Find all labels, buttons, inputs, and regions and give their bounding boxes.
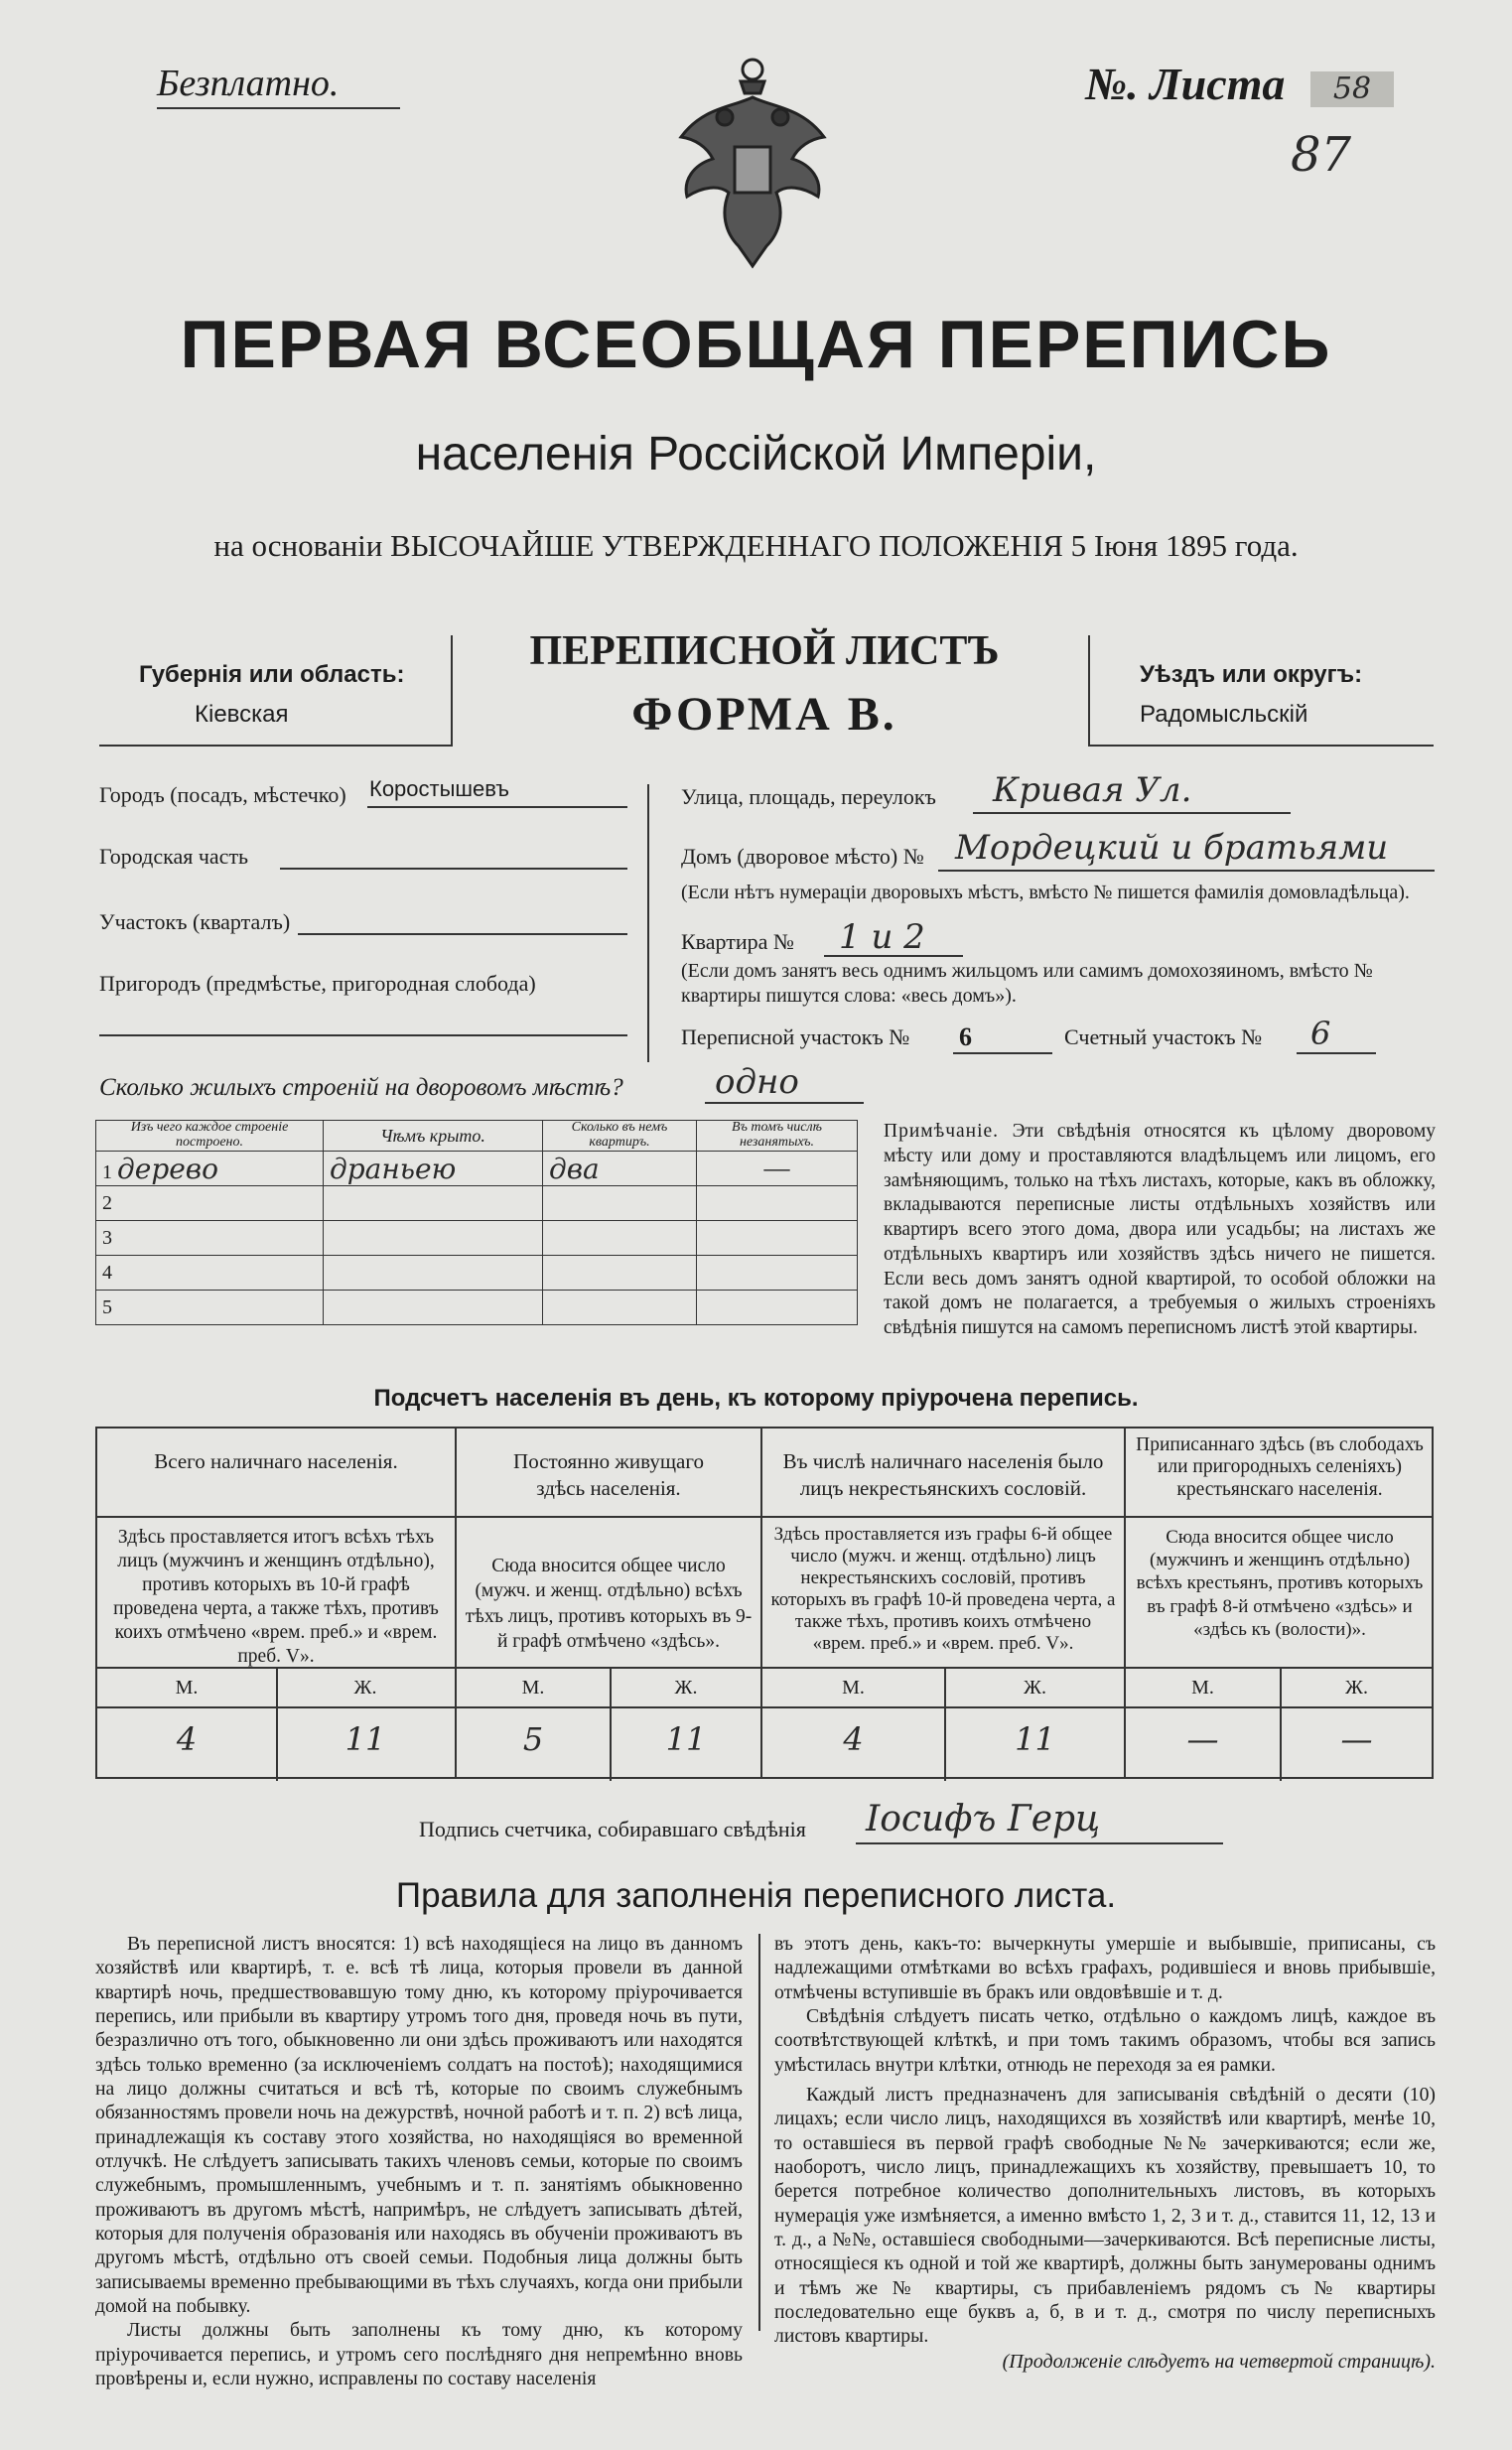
- free-label: Безплатно.: [157, 63, 340, 104]
- col-desc: Здѣсь проставляется изъ графы 6-й общее число (мужч. и женщ. отдѣльно) лицъ некрестьянскихъ сословій, противъ которыхъ въ графѣ 10-й проведена черта, а также тѣхъ, противъ коихъ отмѣчено «врем. преб.» и «врем. преб. V».: [770, 1524, 1116, 1655]
- city-part-line: [280, 868, 627, 870]
- census-district-line: [953, 1052, 1052, 1054]
- row-roof: [324, 1291, 543, 1325]
- female-count: 11: [665, 1720, 707, 1758]
- sheet-number-handwritten: 87: [1291, 127, 1352, 183]
- buildings-answer: одно: [715, 1062, 799, 1102]
- col-mf-rule: [1126, 1706, 1434, 1708]
- rules-continuation: (Продолженіе слѣдуетъ на четвертой страницѣ).: [1002, 2350, 1436, 2373]
- street-label: Улица, площадь, переулокъ: [681, 784, 936, 809]
- city-part-label: Городская часть: [99, 844, 249, 869]
- rules-divider: [758, 1934, 760, 2331]
- col-desc: Сюда вносится общее число (мужчинъ и женщинъ отдѣльно) всѣхъ крестьянъ, противъ которыхъ въ графѣ 8-й отмѣчено «здѣсь» и «здѣсь къ (волости)».: [1136, 1527, 1424, 1640]
- province-value: Кіевская: [195, 701, 289, 728]
- count-district-value: 6: [1310, 1015, 1331, 1052]
- signature-label: Подпись счетчика, собиравшаго свѣдѣнія: [419, 1817, 806, 1841]
- rules-heading: Правила для заполненія переписного листа.: [395, 1876, 1117, 1915]
- house-note: (Если нѣтъ нумераціи дворовыхъ мѣстъ, вмѣсто № пишется фамилія домовладѣльца).: [681, 882, 1410, 903]
- row-material: 1 дерево: [96, 1152, 324, 1186]
- sheet-title: ПЕРЕПИСНОЙ ЛИСТЪ: [529, 628, 1000, 674]
- buildings-question: Сколько жилыхъ строеній на дворовомъ мѣстѣ?: [99, 1074, 623, 1101]
- buildings-note: [884, 1120, 1436, 1341]
- section-label: Участокъ (кварталъ): [99, 909, 291, 934]
- table-row: [96, 1221, 858, 1256]
- row-vacant: [697, 1291, 858, 1325]
- male-count: 4: [176, 1720, 198, 1758]
- female-count: 11: [344, 1720, 386, 1758]
- row-apartments: [543, 1291, 697, 1325]
- population-col-total: [97, 1429, 457, 1777]
- census-district-label: Переписной участокъ №: [681, 1024, 910, 1049]
- province-box: [99, 635, 453, 747]
- row-material: 4: [96, 1256, 324, 1291]
- rules-paragraph: Листы должны быть заполнены къ тому дню, къ которому пріурочивается перепись, и утромъ сего послѣдняго дня непремѣнно вновь провѣрены и, если нужно, исправлены по составу населенія: [95, 2319, 743, 2389]
- row-roof: [324, 1256, 543, 1291]
- table-row: [96, 1152, 858, 1186]
- male-label: М.: [1191, 1677, 1214, 1699]
- header-apartments: Сколько въ немъ квартиръ.: [543, 1121, 697, 1152]
- row-material: 5: [96, 1291, 324, 1325]
- col-title: Всего наличнаго населенія.: [154, 1449, 398, 1473]
- header-vacant: Въ томъ числѣ незанятыхъ.: [697, 1121, 858, 1152]
- female-label: Ж.: [1345, 1677, 1368, 1699]
- sheet-number-label: №. Листа: [1085, 59, 1286, 109]
- col-title-rule: [1126, 1516, 1434, 1518]
- row-vacant: —: [697, 1152, 858, 1186]
- section-line: [298, 933, 627, 935]
- population-col-nonpeasant: [762, 1429, 1126, 1777]
- apartment-note: (Если домъ занятъ весь однимъ жильцомъ или самимъ домохозяиномъ, вмѣсто № квартиры пишутся слова: «весь домъ»).: [681, 960, 1373, 1007]
- city-line: [367, 806, 627, 808]
- female-label: Ж.: [1024, 1677, 1046, 1699]
- house-label: Домъ (дворовое мѣсто) №: [681, 844, 924, 869]
- row-roof: [324, 1221, 543, 1256]
- sheet-number-stamp: 58: [1310, 71, 1394, 107]
- suburb-label: Пригородъ (предмѣстье, пригородная слобода): [99, 971, 536, 996]
- row-roof: [324, 1186, 543, 1221]
- male-label: М.: [842, 1677, 865, 1699]
- header-material: Изъ чего каждое строеніе построено.: [96, 1121, 324, 1152]
- house-line: [938, 870, 1435, 872]
- male-label: М.: [175, 1677, 199, 1699]
- col-title: Приписаннаго здѣсь (въ слободахъ или пригородныхъ селеніяхъ) крестьянскаго населенія.: [1136, 1434, 1424, 1500]
- house-value: Мордецкий и братьями: [955, 828, 1389, 868]
- row-apartments: два: [543, 1152, 697, 1186]
- rules-paragraph: Свѣдѣнія слѣдуетъ писать четко, отдѣльно о каждомъ лицѣ, каждое въ соотвѣтствующей клѣткѣ, и при томъ такимъ образомъ, чтобы вся запись умѣстилась внутри клѣтки, отнюдь не переходя за ея рамки.: [774, 2004, 1436, 2076]
- col-mf-rule: [762, 1706, 1124, 1708]
- row-material: 3: [96, 1221, 324, 1256]
- street-value: Кривая Ул.: [993, 770, 1192, 810]
- buildings-table: [95, 1120, 858, 1325]
- col-title-rule: [457, 1516, 760, 1518]
- apartment-line: [824, 955, 963, 957]
- col-title: Постоянно живущаго здѣсь населенія.: [513, 1449, 704, 1501]
- district-label: Уѣздъ или округъ:: [1140, 661, 1363, 688]
- rules-paragraph: Въ переписной листъ вносятся: 1) всѣ находящіеся на лицо въ данномъ хозяйствѣ или квартирѣ, т. е. всѣ тѣ лица, которыя провели въ данной квартирѣ ночь, предшествовавшую тому дню, къ которому пріурочивается перепись, или прибыли въ квартиру утромъ того дня, проведя ночь въ пути, безразлично отъ того, обыкновенно ли они здѣсь проживаютъ или находятся здѣсь только временно (за исключеніемъ солдатъ на постоѣ); находящимися на лицо должны считаться и всѣ тѣ, которые по своимъ служебнымъ обязанностямъ провели ночь на дежурствѣ, ночной работѣ и т. п. 2) всѣ лица, принадлежащія къ составу этого хозяйства, но находящіяся во временной отлучкѣ. Не слѣдуетъ записывать такихъ членовъ семьи, которые по своимъ служебнымъ, промышленнымъ, учебнымъ и т. п. занятіямъ обыкновенно проживаютъ въ другомъ мѣстѣ, напримѣръ, не слѣдуетъ записывать дѣтей, которыя для полученія образованія или находясь въ обученіи проживаютъ въ другомъ мѣстѣ, отдѣльно отъ своей семьи. Подобныя лица должны быть записываемы временно пребывающими въ тѣхъ случаяхъ, когда они прибыли домой на побывку.: [95, 1933, 743, 2317]
- female-label: Ж.: [674, 1677, 698, 1699]
- count-district-line: [1297, 1052, 1376, 1054]
- rules-paragraph: въ этотъ день, какъ-то: вычеркнуты умершіе и выбывшіе, приписаны, съ надлежащими отмѣтками во всѣхъ графахъ, родившіеся и вновь прибывшіе, отмѣчены вступившіе въ бракъ или овдовѣвшіе и т. д.: [774, 1933, 1436, 2003]
- note-text: Эти свѣдѣнія относятся къ цѣлому дворовому мѣсту или дому и проставляются владѣльцемъ или лицомъ, его замѣняющимъ, только на тѣхъ листахъ, которые, какъ въ обложку, вкладываются переписные листы отдѣльныхъ хозяйствъ или квартиръ всего этого дома, двора или усадьбы; на листахъ же отдѣльныхъ квартиръ или хозяйствъ здѣсь ничего не пишется. Если весь домъ занятъ одной квартирой, то особой обложки на такой домъ не полагается, а требуемыя о жилыхъ строеніяхъ свѣдѣнія пишутся на самомъ переписномъ листѣ этой квартиры.: [884, 1121, 1437, 1338]
- signature-line: [856, 1842, 1223, 1844]
- district-value: Радомысльскій: [1140, 701, 1308, 728]
- population-col-permanent: [457, 1429, 762, 1777]
- table-row: [96, 1291, 858, 1325]
- census-subtitle: населенія Россійской Имперіи,: [415, 428, 1097, 480]
- col-title-rule: [97, 1516, 455, 1518]
- row-roof: драньею: [324, 1152, 543, 1186]
- street-line: [973, 812, 1291, 814]
- rules-paragraph: Каждый листъ предназначенъ для записыванія свѣдѣній о десяти (10) лицахъ; если число лицъ, находящихся въ хозяйствѣ или квартирѣ, менѣе 10, то оставшіеся въ первой графѣ свободные №№ зачеркиваются; если же, наоборотъ, число лицъ, принадлежащихъ къ хозяйству, превышаетъ 10, то берется потребное количество дополнительныхъ листовъ, въ которыхъ нумерація уже измѣняется, а именно вмѣсто 1, 2, 3 и т. д., ставится 11, 12, 13 и т. д., а №№, оставшіеся свободными—зачеркиваются. Всѣ переписные листы, относящіеся къ одной и той же квартирѣ, должны быть занумерованы однимъ и тѣмъ же № квартиры, съ прибавленіемъ рядомъ съ № квартиры последовательно еще буквъ а, б, в и т. д., смотря по числу переписныхъ листовъ квартиры.: [774, 2083, 1436, 2348]
- male-count: 4: [843, 1720, 864, 1758]
- form-name: ФОРМА В.: [631, 688, 897, 741]
- imperial-eagle-emblem: [663, 48, 842, 276]
- col-mf-rule: [457, 1706, 760, 1708]
- row-apartments: [543, 1186, 697, 1221]
- province-label: Губернія или область:: [139, 661, 405, 688]
- population-col-peasant: [1126, 1429, 1434, 1777]
- census-basis: на основаніи ВЫСОЧАЙШЕ УТВЕРЖДЕННАГО ПОЛОЖЕНІЯ 5 Іюня 1895 года.: [213, 528, 1299, 563]
- population-heading: Подсчетъ населенія въ день, къ которому пріурочена перепись.: [373, 1385, 1139, 1412]
- rules-right-column: [774, 1932, 1436, 2374]
- col-mf-rule: [97, 1706, 455, 1708]
- female-count: 11: [1015, 1720, 1055, 1758]
- row-apartments: [543, 1256, 697, 1291]
- population-table: [95, 1427, 1434, 1779]
- address-divider: [647, 784, 649, 1062]
- count-district-label: Счетный участокъ №: [1064, 1024, 1263, 1049]
- row-material: 2: [96, 1186, 324, 1221]
- header-roof: Чѣмъ крыто.: [324, 1121, 543, 1152]
- col-desc: Здѣсь проставляется итогъ всѣхъ тѣхъ лицъ (мужчинъ и женщинъ отдѣльно), противъ которыхъ въ 10-й графѣ проведена черта, а также тѣхъ, противъ коихъ отмѣчено «врем. преб.» и «врем. преб. V».: [113, 1527, 439, 1667]
- col-title-rule: [762, 1516, 1124, 1518]
- row-vacant: [697, 1221, 858, 1256]
- signature-value: Іосифъ Герц: [866, 1799, 1101, 1839]
- row-apartments: [543, 1221, 697, 1256]
- col-desc: Сюда вносится общее число (мужч. и женщ. отдѣльно) всѣхъ тѣхъ лицъ, противъ которыхъ въ 9-й графѣ отмѣчено «здѣсь».: [465, 1556, 753, 1653]
- census-title: ПЕРВАЯ ВСЕОБЩАЯ ПЕРЕПИСЬ: [180, 307, 1332, 382]
- col-title: Въ числѣ наличнаго населенія было лицъ некрестьянскихъ сословій.: [782, 1449, 1104, 1501]
- free-label-underline: [157, 107, 400, 109]
- buildings-table-header: [96, 1121, 858, 1152]
- rules-left-column: [95, 1932, 743, 2390]
- city-value: Коростышевъ: [369, 776, 510, 801]
- suburb-line: [99, 1034, 627, 1036]
- female-label: Ж.: [353, 1677, 377, 1699]
- row-vacant: [697, 1256, 858, 1291]
- buildings-answer-line: [705, 1102, 864, 1104]
- male-label: М.: [521, 1677, 545, 1699]
- male-count: —: [1186, 1720, 1219, 1758]
- table-row: [96, 1256, 858, 1291]
- col-desc-rule: [457, 1667, 760, 1669]
- district-box: [1088, 635, 1434, 747]
- apartment-label: Квартира №: [681, 929, 794, 954]
- female-count: —: [1340, 1720, 1373, 1758]
- apartment-value: 1 и 2: [839, 917, 925, 957]
- male-count: 5: [522, 1720, 544, 1758]
- city-label: Городъ (посадъ, мѣстечко): [99, 782, 346, 807]
- col-desc-rule: [762, 1667, 1124, 1669]
- census-district-value: 6: [959, 1022, 972, 1051]
- note-title: Примѣчаніе.: [884, 1121, 1000, 1142]
- table-row: [96, 1186, 858, 1221]
- row-vacant: [697, 1186, 858, 1221]
